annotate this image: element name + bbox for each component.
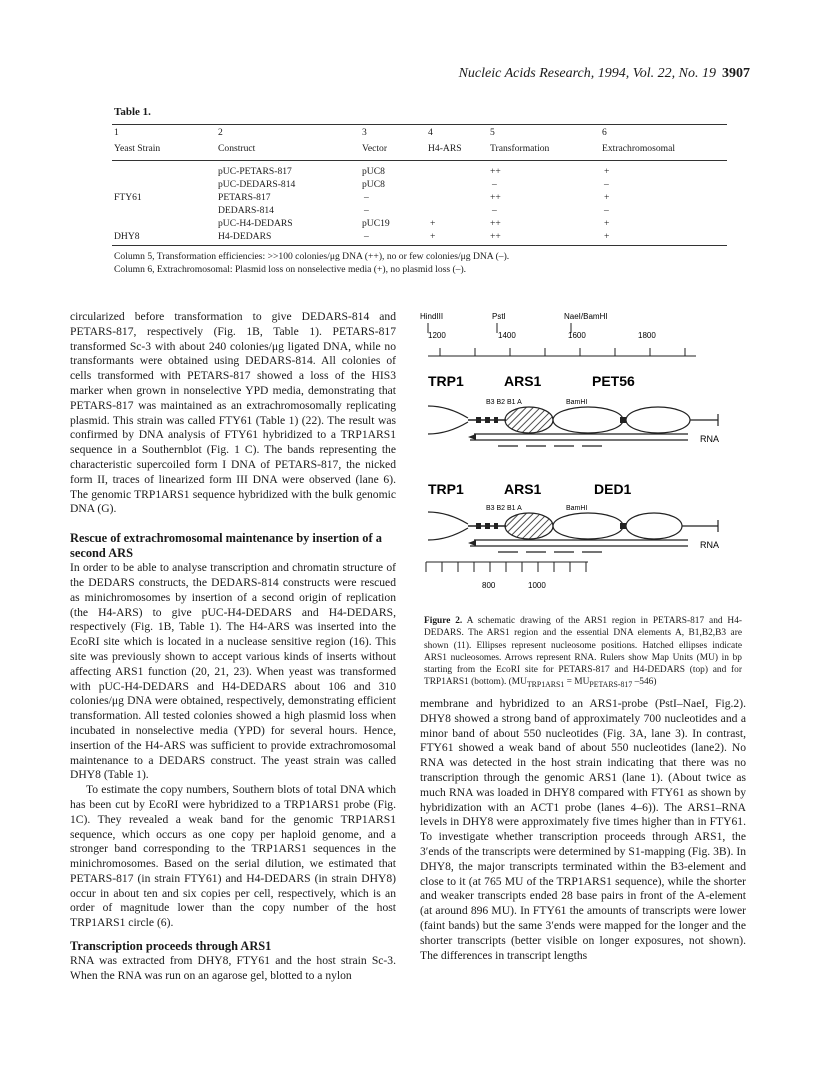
table-header-rule: [112, 160, 727, 161]
caption-subscript: TRP1ARS1: [526, 680, 565, 690]
table-cell: pUC-DEDARS-814: [218, 179, 296, 190]
nucleosome: [626, 407, 690, 433]
table-cell: DEDARS-814: [218, 205, 274, 216]
table-cell: FTY61: [114, 192, 142, 203]
table-cell: pUC8: [362, 166, 385, 177]
table-cell: +: [430, 231, 436, 242]
table-cell: +: [604, 231, 610, 242]
paragraph: circularized before transformation to give DEDARS-814 and PETARS-817, respectively (Fig. 1B, Table 1). PETARS-817 transformed Sc-3 with about 240 colonies/μg ligated DNA, while no transformants were obtained using DEDARS-814. All colonies of cells transformed with PETARS-817 showed a loss of the HIS3 marker when grown in nonselective YPD media, demonstrating that PETARS-817 was maintained as an extrachromosomally replicating plasmid. This strain was called FTY61 (Table 1) (22). The result was confirmed by DNA analysis of FTY61 hybridized to a TRP1ARS1 sequence in a Southernblot (Fig. 1 C). The bands representing the characteristic supercoiled form I DNA of PETARS-817, the nicked form II, traces of linearized form III DNA were observed (lane 6). The genomic TRP1ARS1 sequence hybridized with the bulk genomic DNA (G).: [70, 310, 396, 516]
paragraph: membrane and hybridized to an ARS1-probe (PstI–NaeI, Fig.2). DHY8 showed a strong band of approximately 700 nucleotides and a minor band of about 550 nucleotides (Fig. 3A, lane 3). In contrast, FTY61 showed a weak band of about 550 nucleotides (lane2). No RNA was detected in the host strain indicating that there was no transcription through the genomic ARS1 (lane 1). (About twice as much RNA was loaded in DHY8 compared with FTY61 as shown by hybridization with an ACT1 probe (lanes 4–6)). The ARS1–RNA levels in DHY8 were approximately five times higher than in FTY61. To investigate whether transcription proceeds through ARS1, the 3′ends of the transcripts were determined by S1-mapping (Fig. 3B). In DHY8, the major transcripts terminated within the B3-element and close to it (at 765 MU of the TRP1ARS1 sequence), while the shorter and weaker transcripts ended 28 base pairs in front of the A-element (at around 896 MU). In FTY61 the amounts of transcripts were lower (faint bands) but the same 3′ends were mapped for the longer and the shorter transcripts (better visible on longer exposures, not shown). The differences in transcript lengths: [420, 697, 746, 962]
construct-h4-dedars: [428, 481, 719, 552]
element-labels: B3 B2 B1 A: [486, 399, 522, 406]
section-heading: Rescue of extrachromosomal maintenance by insertion of a second ARS: [70, 531, 382, 561]
bamhi-label: BamHI: [566, 399, 588, 406]
table-cell: DHY8: [114, 231, 140, 242]
table-cell: pUC-H4-DEDARS: [218, 218, 293, 229]
table-cell: –: [364, 231, 369, 242]
ars1-label: ARS1: [504, 481, 542, 497]
caption-text: A schematic drawing of the ARS1 region in PETARS-817 and H4-DEDARS. The ARS1 region and the essential DNA elements A, B1,B2,B3 are shown (11). Ellipses represent nucleosome positions. Hatched ellipses indicate ARS1 nucleosomes. Arrows represent RNA. Rulers show Map Units (MU) in bp starting from the EcoRI site for PETARS-817 and H4-DEDARS (top) and for TRP1ARS1 (bottom). (MU: [424, 616, 742, 688]
col-number-3: 3: [362, 127, 367, 138]
site-label-naei-bamhi: NaeI/BamHI: [564, 312, 608, 321]
col-header-vector: Vector: [362, 143, 388, 154]
section-heading: Transcription proceeds through ARS1: [70, 939, 272, 954]
table-cell: +: [604, 218, 610, 229]
top-ruler: [420, 312, 696, 356]
figure-caption: [424, 615, 742, 692]
paragraph: To estimate the copy numbers, Southern blots of total DNA which has been cut by EcoRI were hybridized to a TRP1ARS1 probe (Fig. 1C). They revealed a weak band for the genomic TRP1ARS1 sequence, which occurs as one copy per haploid genome, and a stronger band corresponding to the TRP1ARS1 sequences in the minichromosomes. Based on the serial dilution, we estimated that PETARS-817 (in strain FTY61) and H4-DEDARS (in strain DHY8) occur in about ten and six copies per cell, respectively, which is an order of magnitude lower than the copy number of the host TRP1ARS1 circle (6).: [70, 783, 396, 930]
gene-label-trp1: TRP1: [428, 373, 464, 389]
table-cell: PETARS-817: [218, 192, 271, 203]
paragraph: RNA was extracted from DHY8, FTY61 and the host strain Sc-3. When the RNA was run on an agarose gel, blotted to a nylon: [70, 954, 396, 982]
col-number-6: 6: [602, 127, 607, 138]
table-cell: ++: [490, 231, 501, 242]
col-number-1: 1: [114, 127, 119, 138]
gene-label-trp1: TRP1: [428, 481, 464, 497]
table-cell: –: [604, 179, 609, 190]
table-notes: [114, 250, 509, 276]
table-cell: –: [364, 205, 369, 216]
figure-2-diagram: [418, 310, 758, 610]
caption-text: = MU: [564, 677, 590, 688]
bamhi-label: BamHI: [566, 505, 588, 512]
gene-label-pet56: PET56: [592, 373, 635, 389]
right-column: [420, 697, 746, 963]
table-cell: +: [430, 218, 436, 229]
table-note: Column 5, Transformation efficiencies: >>100 colonies/μg DNA (++), no or few colonies/μg DNA (–).: [114, 251, 510, 262]
tick-label: 800: [482, 581, 496, 590]
col-header-strain: Yeast Strain: [114, 143, 161, 154]
table-cell: pUC-PETARS-817: [218, 166, 292, 177]
table-cell: H4-DEDARS: [218, 231, 272, 242]
tick-label: 1600: [568, 331, 586, 340]
table-title: Table 1.: [114, 106, 151, 118]
nucleosome: [626, 513, 682, 539]
nucleosome: [553, 513, 623, 539]
tick-label: 1800: [638, 331, 656, 340]
caption-label: Figure 2.: [424, 616, 463, 626]
construct-petars: [428, 373, 719, 446]
rna-label: RNA: [700, 434, 720, 444]
table-cell: pUC8: [362, 179, 385, 190]
table-cell: ++: [490, 218, 501, 229]
table-cell: pUC19: [362, 218, 390, 229]
table-cell: –: [604, 205, 609, 216]
site-label-hindiii: HindIII: [420, 312, 444, 321]
col-number-2: 2: [218, 127, 223, 138]
rna-label: RNA: [700, 540, 720, 550]
table-cell: +: [604, 192, 610, 203]
ars1-label: ARS1: [504, 373, 542, 389]
site-label-psti: PstI: [492, 312, 506, 321]
table-top-rule: [112, 124, 727, 125]
tick-label: 1200: [428, 331, 446, 340]
col-header-extrachromosomal: Extrachromosomal: [602, 143, 675, 154]
element-labels: B3 B2 B1 A: [486, 505, 522, 512]
col-number-5: 5: [490, 127, 495, 138]
table-cell: –: [492, 179, 497, 190]
table-cell: ++: [490, 166, 501, 177]
caption-subscript: PETARS-817: [589, 680, 633, 690]
col-header-h4ars: H4-ARS: [428, 143, 462, 154]
tick-label: 1400: [498, 331, 516, 340]
table-bottom-rule: [112, 245, 727, 246]
ars1-nucleosome: [505, 407, 553, 433]
ars1-nucleosome: [505, 513, 553, 539]
table-cell: ++: [490, 192, 501, 203]
nucleosome: [553, 407, 623, 433]
left-column: [70, 310, 396, 984]
gene-label-ded1: DED1: [594, 481, 632, 497]
journal-citation: Nucleic Acids Research, 1994, Vol. 22, No. 19: [458, 66, 716, 81]
table-cell: –: [492, 205, 497, 216]
table-note: Column 6, Extrachromosomal: Plasmid loss on nonselective media (+), no plasmid loss (–).: [114, 264, 467, 275]
paragraph: In order to be able to analyse transcription and chromatin structure of the DEDARS constructs, the DEDARS-814 constructs were rescued as minichromosomes by insertion of a second origin of replication (the H4-ARS) to give pUC-H4-DEDARS and H4-DEDARS, respectively (Fig. 1B, Table 1). The H4-ARS was inserted into the EcoRI site which is located in a nuclease sensitive region (16). This site was previously shown to accept various kinds of inserts without affecting ARS1 function (20, 21, 23). When yeast was transformed with pUC-H4-DEDARS and H4-DEDARS about 106 and 310 colonies/μg DNA were obtained, respectively, demonstrating efficient transformation. All tested colonies showed a high plasmid loss when incubated in nonselective media (YPD) for several hours. Hence, insertion of the H4-ARS was sufficient to provide extrachromosomal maintenance to a DEDARS construct. The yeast strain was called DHY8 (Table 1).: [70, 561, 396, 782]
table-cell: +: [604, 166, 610, 177]
tick-label: 1000: [528, 581, 546, 590]
col-number-4: 4: [428, 127, 433, 138]
page-number: 3907: [722, 66, 750, 81]
caption-text: –546): [632, 677, 657, 688]
col-header-transformation: Transformation: [490, 143, 550, 154]
running-header: [440, 66, 750, 82]
bottom-ruler: [426, 562, 588, 590]
table-cell: –: [364, 192, 369, 203]
col-header-construct: Construct: [218, 143, 256, 154]
